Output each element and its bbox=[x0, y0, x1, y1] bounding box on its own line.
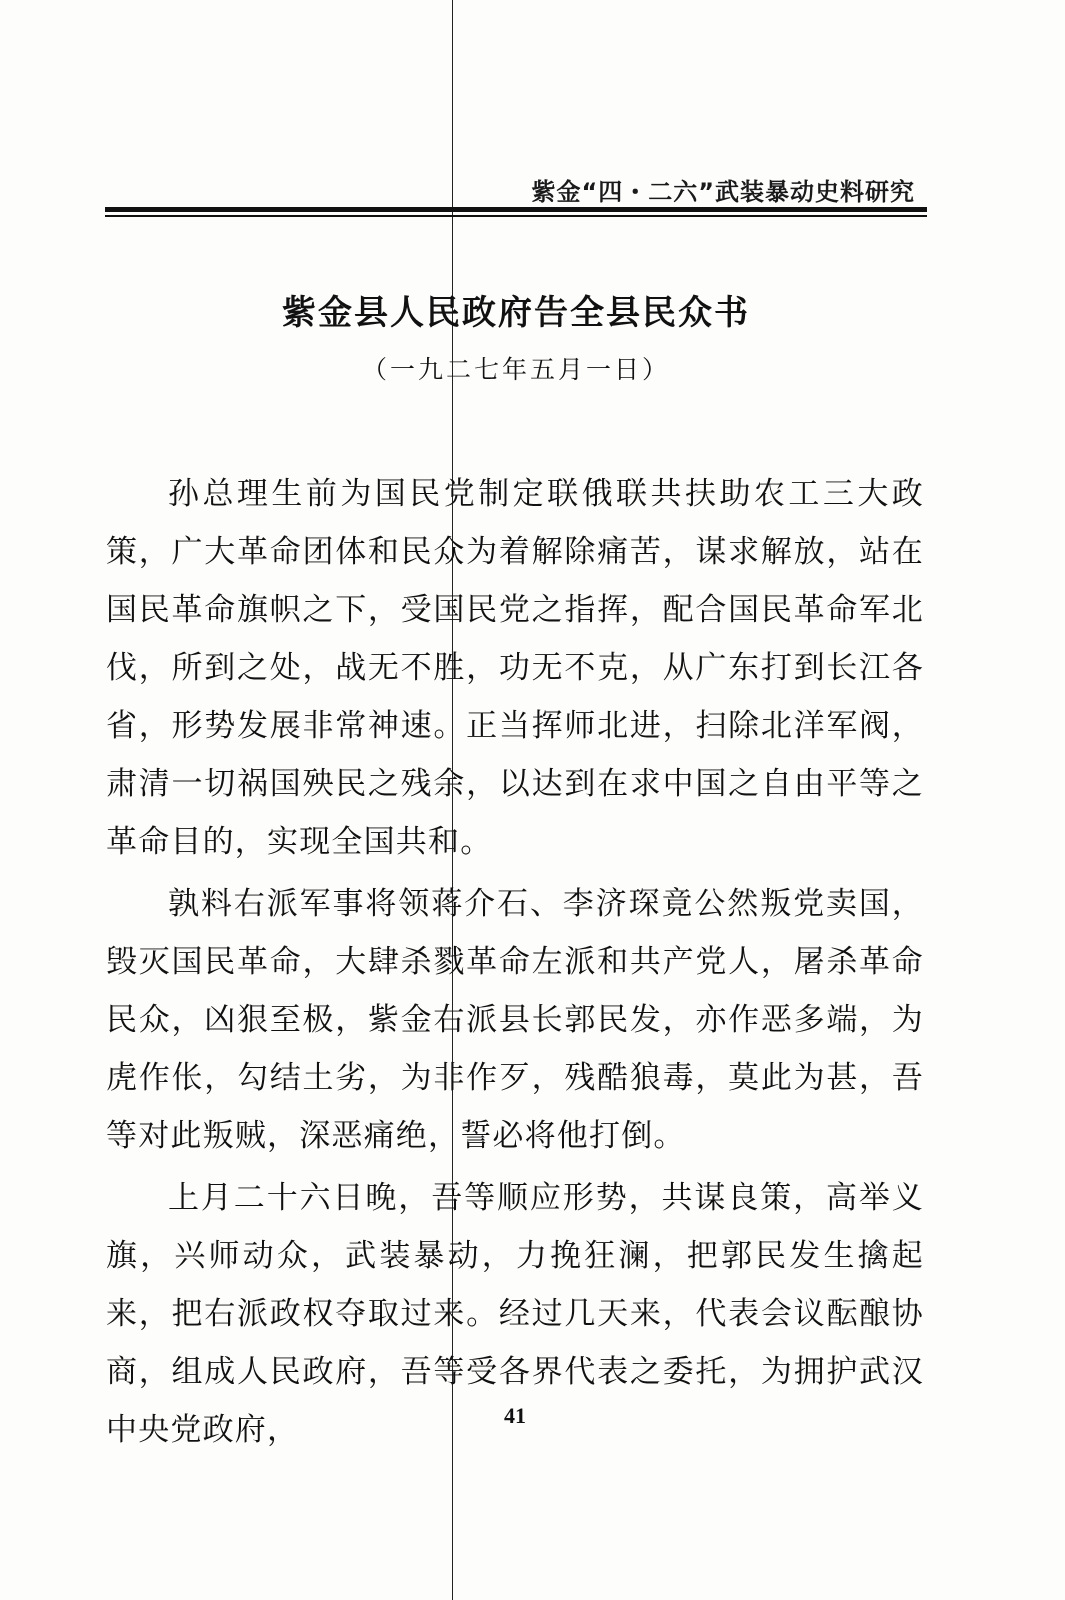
paragraph: 上月二十六日晚，吾等顺应形势，共谋良策，高举义旗，兴师动众，武装暴动，力挽狂澜，把郭民发生擒起来，把右派政权夺取过来。经过几天来，代表会议酝酿协商，组成人民政府，吾等受各界代表之委托，为拥护武汉中央党政府， bbox=[106, 1180, 924, 1448]
document-title: 紫金县人民政府告全县民众书 bbox=[282, 293, 750, 333]
paragraph: 孙总理生前为国民党制定联俄联共扶助农工三大政策，广大革命团体和民众为着解除痛苦，谋求解放，站在国民革命旗帜之下，受国民党之指挥，配合国民革命军北伐，所到之处，战无不胜，功无不克，从广东打到长江各省，形势发展非常神速。正当挥师北进，扫除北洋军阀，肃清一切祸国殃民之残余，以达到在求中国之自由平等之革命目的，实现全国共和。 bbox=[106, 476, 924, 860]
page-number: 41 bbox=[504, 1403, 526, 1428]
header-rule-thin bbox=[105, 215, 927, 217]
running-header: 紫金“四・二六”武装暴动史料研究 bbox=[531, 178, 915, 206]
paragraph: 孰料右派军事将领蒋介石、李济琛竟公然叛党卖国，毁灭国民革命，大肆杀戮革命左派和共产党人，屠杀革命民众，凶狠至极，紫金右派县长郭民发，亦作恶多端，为虎作伥，勾结土劣，为非作歹，残酷狼毒，莫此为甚，吾等对此叛贼，深恶痛绝，誓必将他打倒。 bbox=[106, 886, 924, 1154]
body-text bbox=[106, 465, 924, 1463]
document-date: （一九二七年五月一日） bbox=[361, 355, 670, 384]
header-rule-thick bbox=[105, 207, 927, 212]
